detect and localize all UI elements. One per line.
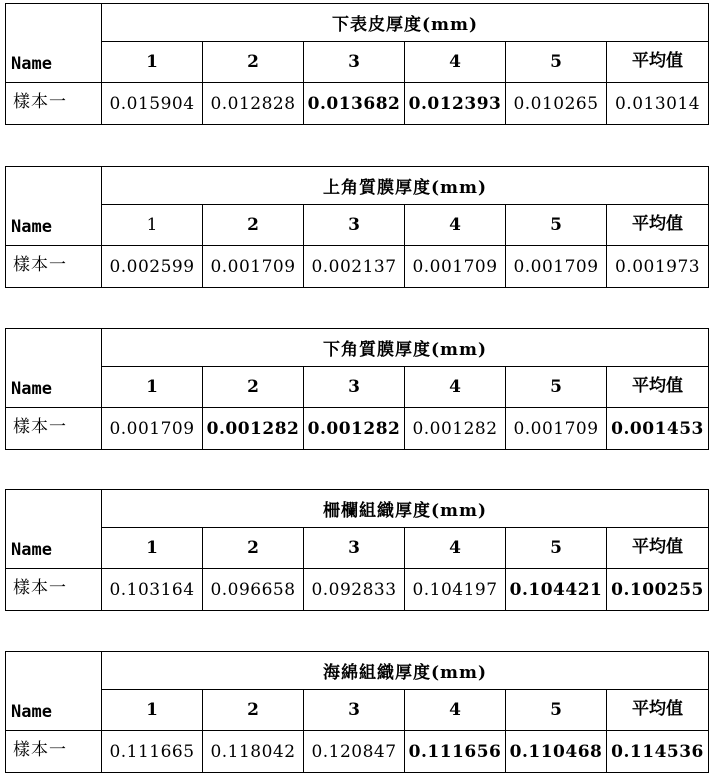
value-cell-3: 0.002137 <box>304 246 405 288</box>
value-cell-4: 0.012393 <box>405 83 506 125</box>
name-header: Name <box>6 4 102 83</box>
average-value: 0.013014 <box>607 83 709 125</box>
average-value: 0.114536 <box>607 731 709 773</box>
value-cell-3: 0.001282 <box>304 408 405 450</box>
value-cell-2: 0.096658 <box>203 569 304 611</box>
value-cell-5: 0.110468 <box>506 731 607 773</box>
value-cell-2: 0.001709 <box>203 246 304 288</box>
value-cell-5: 0.001709 <box>506 246 607 288</box>
column-header-2: 2 <box>203 205 304 246</box>
value-cell-4: 0.111656 <box>405 731 506 773</box>
name-header: Name <box>6 167 102 246</box>
value-cell-2: 0.012828 <box>203 83 304 125</box>
value-cell-4: 0.104197 <box>405 569 506 611</box>
column-header-3: 3 <box>304 42 405 83</box>
column-header-3: 3 <box>304 528 405 569</box>
value-cell-1: 0.001709 <box>102 408 203 450</box>
table-title: 上角質膜厚度(mm) <box>102 167 709 205</box>
column-header-5: 5 <box>506 528 607 569</box>
value-cell-5: 0.001709 <box>506 408 607 450</box>
table-row <box>6 408 709 450</box>
value-cell-4: 0.001709 <box>405 246 506 288</box>
table-row <box>6 83 709 125</box>
value-cell-1: 0.111665 <box>102 731 203 773</box>
table-row <box>6 731 709 773</box>
column-header-2: 2 <box>203 42 304 83</box>
average-header: 平均值 <box>607 367 709 408</box>
sample-name: 樣本一 <box>6 83 102 125</box>
value-cell-4: 0.001282 <box>405 408 506 450</box>
value-cell-1: 0.103164 <box>102 569 203 611</box>
value-cell-1: 0.002599 <box>102 246 203 288</box>
column-header-5: 5 <box>506 367 607 408</box>
name-header: Name <box>6 652 102 731</box>
value-cell-2: 0.118042 <box>203 731 304 773</box>
upper-cuticle-thickness-table <box>5 166 709 288</box>
value-cell-3: 0.013682 <box>304 83 405 125</box>
name-header: Name <box>6 490 102 569</box>
average-value: 0.001973 <box>607 246 709 288</box>
column-header-4: 4 <box>405 205 506 246</box>
table-title: 下角質膜厚度(mm) <box>102 329 709 367</box>
column-header-4: 4 <box>405 528 506 569</box>
sample-name: 樣本一 <box>6 246 102 288</box>
palisade-tissue-thickness-table <box>5 489 709 611</box>
column-header-1: 1 <box>102 42 203 83</box>
column-header-3: 3 <box>304 205 405 246</box>
column-header-2: 2 <box>203 690 304 731</box>
sample-name: 樣本一 <box>6 408 102 450</box>
spongy-tissue-thickness-table <box>5 651 709 773</box>
value-cell-5: 0.104421 <box>506 569 607 611</box>
column-header-2: 2 <box>203 367 304 408</box>
average-header: 平均值 <box>607 205 709 246</box>
column-header-4: 4 <box>405 42 506 83</box>
column-header-4: 4 <box>405 690 506 731</box>
column-header-4: 4 <box>405 367 506 408</box>
value-cell-2: 0.001282 <box>203 408 304 450</box>
column-header-1: 1 <box>102 205 203 246</box>
average-value: 0.001453 <box>607 408 709 450</box>
lower-cuticle-thickness-table <box>5 328 709 450</box>
value-cell-3: 0.092833 <box>304 569 405 611</box>
average-header: 平均值 <box>607 528 709 569</box>
column-header-3: 3 <box>304 367 405 408</box>
column-header-5: 5 <box>506 205 607 246</box>
value-cell-1: 0.015904 <box>102 83 203 125</box>
table-title: 海綿組織厚度(mm) <box>102 652 709 690</box>
column-header-2: 2 <box>203 528 304 569</box>
sample-name: 樣本一 <box>6 569 102 611</box>
name-header: Name <box>6 329 102 408</box>
table-row <box>6 246 709 288</box>
column-header-3: 3 <box>304 690 405 731</box>
table-title: 下表皮厚度(mm) <box>102 4 709 42</box>
average-header: 平均值 <box>607 690 709 731</box>
column-header-1: 1 <box>102 528 203 569</box>
column-header-1: 1 <box>102 690 203 731</box>
table-title: 柵欄組織厚度(mm) <box>102 490 709 528</box>
average-header: 平均值 <box>607 42 709 83</box>
column-header-5: 5 <box>506 690 607 731</box>
table-row <box>6 569 709 611</box>
value-cell-5: 0.010265 <box>506 83 607 125</box>
lower-epidermis-thickness-table <box>5 3 709 125</box>
sample-name: 樣本一 <box>6 731 102 773</box>
average-value: 0.100255 <box>607 569 709 611</box>
column-header-1: 1 <box>102 367 203 408</box>
value-cell-3: 0.120847 <box>304 731 405 773</box>
column-header-5: 5 <box>506 42 607 83</box>
